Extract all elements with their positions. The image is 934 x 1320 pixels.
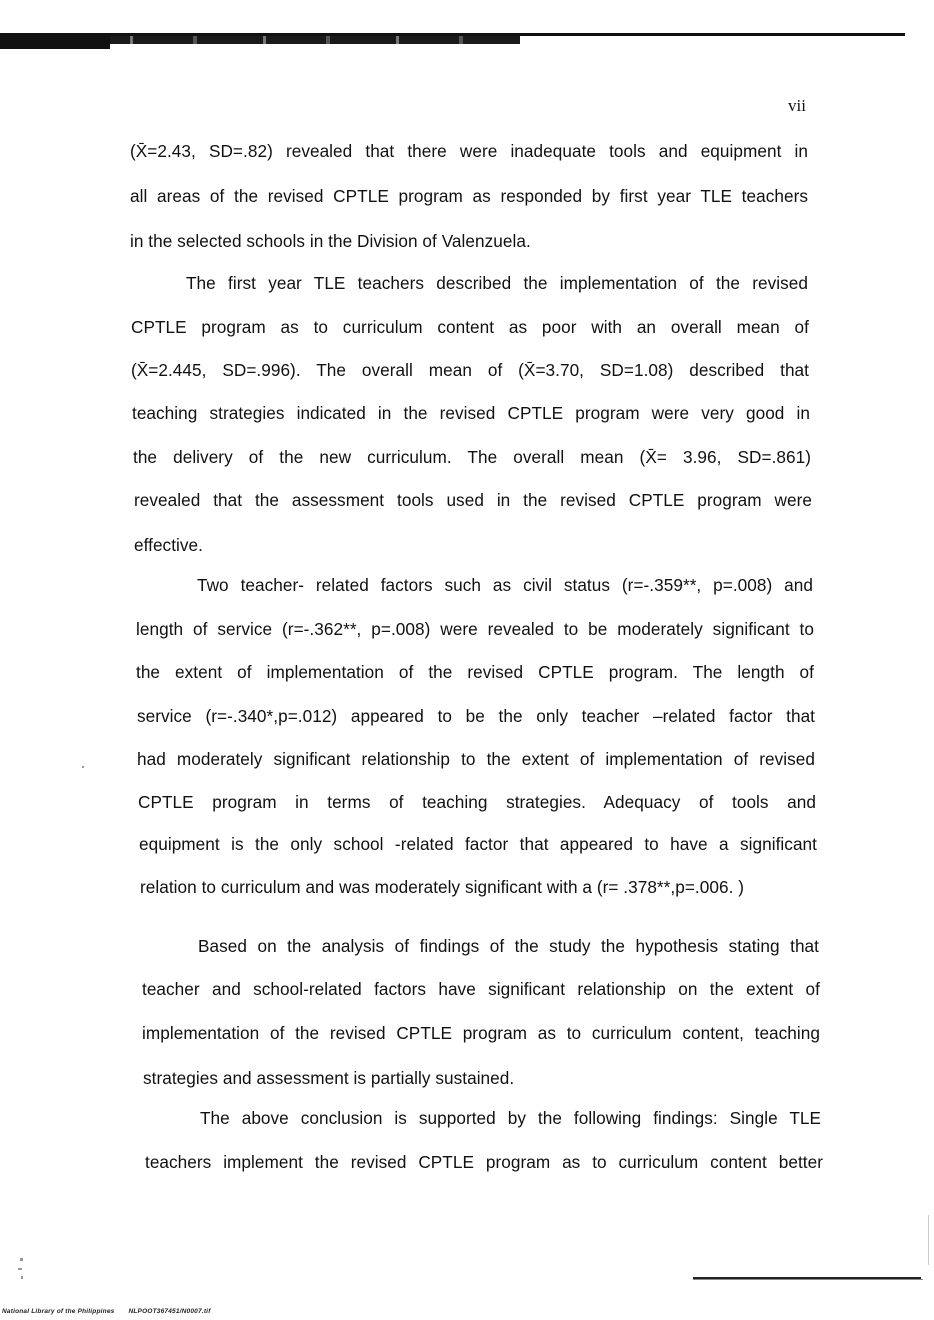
text-line: Based on the analysis of findings of the study the hypothesis stating that <box>198 936 819 956</box>
text-line: had moderately significant relationship to the extent of implementation of revised <box>137 749 815 769</box>
text-line: (X̄=2.445, SD=.996). The overall mean of (X̄=3.70, SD=1.08) described that <box>131 360 809 380</box>
text-line: Two teacher- related factors such as civil status (r=-.359**, p=.008) and <box>197 575 813 595</box>
scan-speck <box>82 766 84 768</box>
text-line: the extent of implementation of the revised CPTLE program. The length of <box>136 662 814 682</box>
text-line: service (r=-.340*,p=.012) appeared to be the only teacher –related factor that <box>137 706 815 726</box>
text-line: all areas of the revised CPTLE program as responded by first year TLE teachers <box>130 186 808 206</box>
scan-footer <box>2 1308 223 1315</box>
bottom-scan-rule-shadow <box>693 1279 923 1280</box>
text-line: The above conclusion is supported by the following findings: Single TLE <box>200 1108 821 1128</box>
text-line: implementation of the revised CPTLE program as to curriculum content, teaching <box>142 1023 820 1043</box>
footer-library: National Library of the Philippines <box>2 1308 115 1315</box>
scan-speck <box>21 1276 23 1279</box>
text-line: (X̄=2.43, SD=.82) revealed that there were inadequate tools and equipment in <box>130 141 808 161</box>
scan-speck <box>20 1258 23 1261</box>
text-line: revealed that the assessment tools used in the revised CPTLE program were <box>134 490 812 510</box>
scan-speck <box>18 1268 22 1270</box>
text-line: teachers implement the revised CPTLE program as to curriculum content better <box>145 1152 823 1172</box>
text-line: CPTLE program in terms of teaching strategies. Adequacy of tools and <box>138 792 816 812</box>
text-line: strategies and assessment is partially sustained. <box>143 1068 515 1088</box>
text-line: in the selected schools in the Division of Valenzuela. <box>130 231 531 251</box>
top-scan-blot <box>0 36 110 49</box>
text-line: effective. <box>134 535 203 555</box>
text-line: equipment is the only school -related factor that appeared to have a significant <box>139 834 817 854</box>
text-line: length of service (r=-.362**, p=.008) were revealed to be moderately significant to <box>136 619 814 639</box>
text-line: the delivery of the new curriculum. The overall mean (X̄= 3.96, SD=.861) <box>133 447 811 467</box>
scan-speck <box>928 1215 929 1265</box>
text-line: teaching strategies indicated in the revised CPTLE program were very good in <box>132 403 810 423</box>
footer-code: NLPOOT367451/N0007.tif <box>128 1308 211 1315</box>
text-line: The first year TLE teachers described the implementation of the revised <box>186 273 808 293</box>
text-line: relation to curriculum and was moderately significant with a (r= .378**,p=.006. ) <box>140 877 745 897</box>
text-line: CPTLE program as to curriculum content as poor with an overall mean of <box>131 317 809 337</box>
text-line: teacher and school-related factors have significant relationship on the extent of <box>142 979 820 999</box>
page-number: vii <box>788 96 806 115</box>
